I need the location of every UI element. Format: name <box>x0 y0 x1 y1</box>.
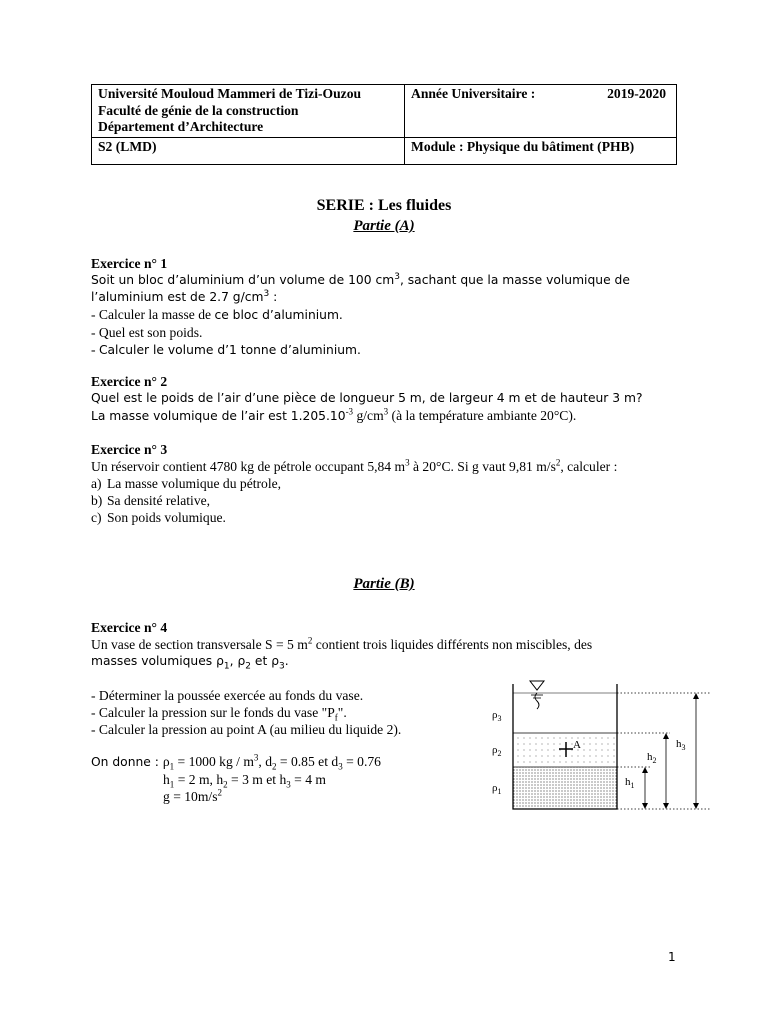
liquid-2 <box>513 733 617 767</box>
free-surface-icon <box>530 681 544 690</box>
academic-year-cell <box>405 85 677 138</box>
vase-figure <box>480 676 720 826</box>
exercise-2-title: Exercice n° 2 <box>91 374 168 389</box>
ex4-question-1: - Déterminer la poussée exercée au fonds du vase. <box>91 688 364 703</box>
liquid-1 <box>513 767 617 809</box>
h3-dimension <box>676 693 699 809</box>
exercise-4: Exercice n° 4 Un vase de section transversale S = 5 $m^2$ contient trois liquides différents non miscibles, des masses volumiques $\rho_1$, $\rho_2$ et $\rho_3$. <box>91 619 677 670</box>
part-a-heading: Partie (A) <box>353 218 415 234</box>
page-title: SERIE : Les fluides <box>316 197 452 214</box>
svg-text:h2: $h_2$ <box>647 751 657 765</box>
liquid-3 <box>513 693 617 733</box>
academic-year-label: Année Universitaire : <box>411 86 536 101</box>
h1-dimension <box>625 767 648 809</box>
academic-year-value: 2019-2020 <box>607 86 666 101</box>
point-a-label: A <box>573 739 581 751</box>
list-item: a) La masse volumique du pétrole, <box>91 476 282 491</box>
ex4-question-3: - Calculer la pression au point A (au milieu du liquide 2). <box>91 722 402 737</box>
ex3-question-list <box>91 475 677 526</box>
page-number: 1 <box>668 950 676 964</box>
list-item: c) Son poids volumique. <box>91 510 226 525</box>
ex3-line1: Un réservoir contient 4780 kg de pétrole occupant 5,84 m <box>91 459 406 474</box>
exercise-4-given: On donne : $\rho_1 = 1000$ kg / $m^3$, $d_2 = 0.85$ et $d_3 = 0.76$ $h_1 = 2$ m, $h_2 = 3$ m et $h_3 = 4$ m $g = 10m/s^2$ <box>91 752 381 804</box>
exercise-4-title: Exercice n° 4 <box>91 620 168 635</box>
part-b-heading: Partie (B) <box>353 576 415 592</box>
exercise-2: Exercice n° 2 Quel est le poids de l’air d’une pièce de longueur 5 m, de largeur 4 m et de hauteur 3 m? La masse volumique de l’air est $1.205.10^{-3}$ $g/cm^3$ (à la température ambiante 20°C). <box>91 373 677 425</box>
svg-text:h1: $h_1$ <box>625 776 635 790</box>
semester-cell: S2 (LMD) <box>92 138 405 165</box>
institution-cell <box>92 85 405 138</box>
exercise-1: Exercice n° 1 Soit un bloc d’aluminium d’un volume de 100 $cm^3$, sachant que la masse volumique de l’aluminium est de 2.7 $g/cm^3$ : - Calculer la masse de ce bloc d’aluminium. - Quel est son poids. - Calculer le volume d’1 tonne d’aluminium. <box>91 255 677 359</box>
given-label: On donne : <box>91 755 163 769</box>
ex1-question-2: - Quel est son poids. <box>91 325 203 340</box>
ex4-line2: masses volumiques ρ <box>91 654 224 668</box>
h2-dimension <box>647 733 669 809</box>
department-name: Département d’Architecture <box>98 119 264 134</box>
ex1-line2: l’aluminium est de 2.7 g/cm <box>91 290 264 304</box>
rho-1-label: $\rho_1$ <box>492 782 502 796</box>
exercise-3-title: Exercice n° 3 <box>91 442 168 457</box>
list-item: b) Sa densité relative, <box>91 493 211 508</box>
exercise-3: Exercice n° 3 Un réservoir contient 4780 kg de pétrole occupant 5,84 $m^3$ à 20°C. Si g vaut 9,81 $m/s^2$, calculer : a) La masse volumique du pétrole, b) Sa densité relative, c) Son poids volumique. <box>91 441 677 526</box>
rho-3-label: $\rho_3$ <box>492 709 502 723</box>
exercise-4-questions: - Déterminer la poussée exercée au fonds du vase. - Calculer la pression sur le fonds du vase "$P_f$". - Calculer la pression au point A (au milieu du liquide 2). <box>91 687 491 738</box>
ex2-line2: La masse volumique de l’air est 1.205.10 <box>91 409 346 423</box>
ex1-question-3: Calculer le volume d’1 tonne d’aluminium. <box>98 343 361 357</box>
rho-2-label: $\rho_2$ <box>492 744 502 758</box>
ex1-line1: Soit un bloc d’aluminium d’un volume de 100 cm <box>91 273 395 287</box>
ex2-line1: Quel est le poids de l’air d’une pièce de longueur 5 m, de largeur 4 m et de hauteur 3 m? <box>91 391 643 405</box>
faculty-name: Faculté de génie de la construction <box>98 102 299 118</box>
ex4-line1: Un vase de section transversale S = 5 m <box>91 637 308 652</box>
header-table <box>91 84 677 165</box>
ex4-question-2: - Calculer la pression sur le fonds du vase "P <box>91 705 335 720</box>
svg-text:h3: $h_3$ <box>676 738 686 752</box>
exercise-1-title: Exercice n° 1 <box>91 256 168 271</box>
module-cell: Module : Physique du bâtiment (PHB) <box>405 138 677 165</box>
university-name: Université Mouloud Mammeri de Tizi-Ouzou <box>98 86 362 101</box>
ex1-question-1: - Calculer la masse de <box>91 307 215 322</box>
given-gravity: g = 10m/s <box>163 789 218 804</box>
